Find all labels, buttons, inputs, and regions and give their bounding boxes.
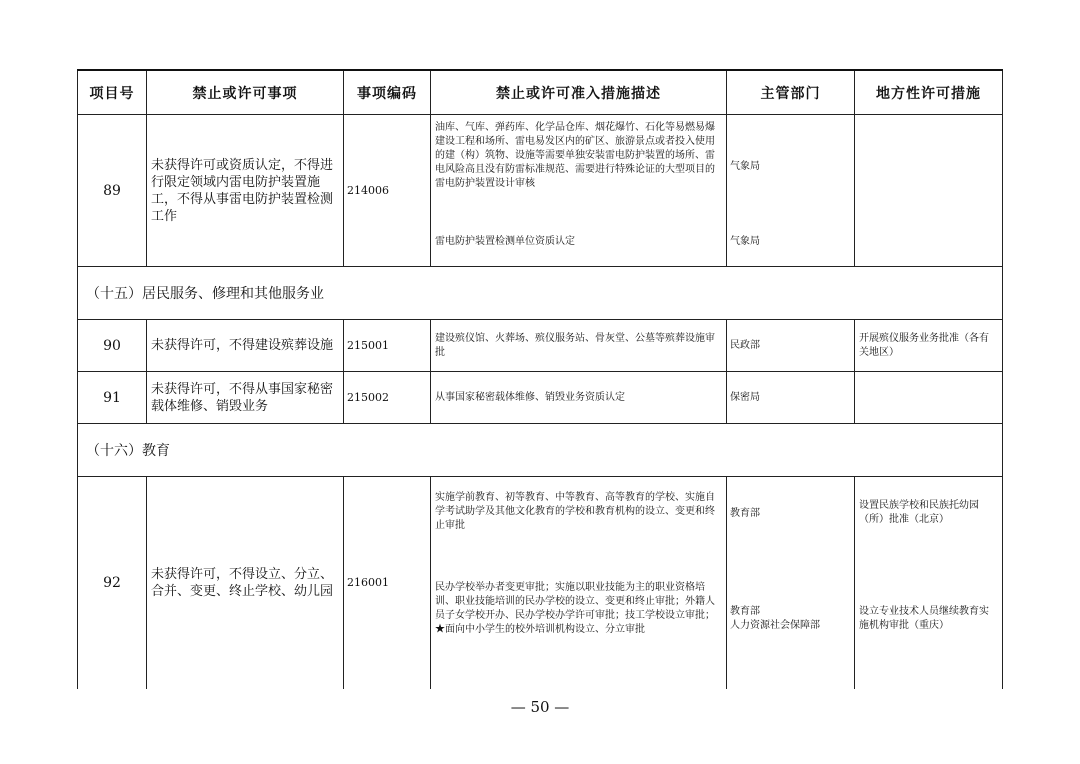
row92-department-1: 教育部 (730, 508, 760, 519)
row91-number: 91 (78, 372, 147, 424)
header-code: 事项编码 (344, 70, 431, 115)
header-row (78, 70, 1003, 115)
table-row-89 (78, 115, 1003, 267)
header-item-number: 项目号 (78, 70, 147, 115)
section-row-16 (78, 424, 1003, 477)
row92-department-2b: 人力资源社会保障部 (730, 620, 820, 631)
row89-department-2: 气象局 (730, 236, 760, 247)
row89-description-1: 油库、气库、弹药库、化学品仓库、烟花爆竹、石化等易燃易爆建设工程和场所、雷电易发区内的矿区、旅游景点或者投入使用的建（构）筑物、设施等需要单独安装雷电防护装置的场所、雷电风险高且没有防雷标准规范、需要进行特殊论证的大型项目的雷电防护装置设计审核 (435, 122, 715, 189)
row90-matter: 未获得许可，不得建设殡葬设施 (147, 320, 344, 372)
table-row-91 (78, 372, 1003, 424)
section-heading-15: （十五）居民服务、修理和其他服务业 (78, 267, 1003, 320)
row90-local: 开展殡仪服务业务批准（各有关地区） (855, 320, 1003, 372)
page-number: — 50 — (510, 698, 570, 716)
row92-department-cell (727, 477, 855, 689)
row89-description-2: 雷电防护装置检测单位资质认定 (435, 236, 575, 247)
header-matter: 禁止或许可事项 (147, 70, 344, 115)
regulation-table (77, 69, 1003, 689)
row90-department: 民政部 (727, 320, 855, 372)
row91-department: 保密局 (727, 372, 855, 424)
row89-description-cell (431, 115, 727, 267)
section-heading-16: （十六）教育 (78, 424, 1003, 477)
table-row-90 (78, 320, 1003, 372)
row92-number: 92 (78, 477, 147, 689)
row91-code: 215002 (344, 372, 431, 424)
regulation-table-wrapper (77, 69, 1002, 689)
row92-local-cell (855, 477, 1003, 689)
row92-matter: 未获得许可，不得设立、分立、合并、变更、终止学校、幼儿园 (147, 477, 344, 689)
row92-code: 216001 (344, 477, 431, 689)
section-row-15 (78, 267, 1003, 320)
row92-local-2: 设立专业技术人员继续教育实施机构审批（重庆） (859, 606, 989, 631)
row92-local-1: 设置民族学校和民族托幼园（所）批准（北京） (859, 500, 979, 525)
row92-description-2: 民办学校举办者变更审批；实施以职业技能为主的职业资格培训、职业技能培训的民办学校的设立、变更和终止审批；外籍人员子女学校开办、民办学校办学许可审批；技工学校设立审批；★面向中小学生的校外培训机构设立、分立审批 (435, 582, 715, 635)
row91-local (855, 372, 1003, 424)
row92-department-2a: 教育部 (730, 606, 760, 617)
row89-number: 89 (78, 115, 147, 267)
row90-description: 建设殡仪馆、火葬场、殡仪服务站、骨灰堂、公墓等殡葬设施审批 (431, 320, 727, 372)
header-department: 主管部门 (727, 70, 855, 115)
row89-department-cell (727, 115, 855, 267)
row91-matter: 未获得许可，不得从事国家秘密载体维修、销毁业务 (147, 372, 344, 424)
header-description: 禁止或许可准入措施描述 (431, 70, 727, 115)
row89-local (855, 115, 1003, 267)
row90-code: 215001 (344, 320, 431, 372)
row92-description-1: 实施学前教育、初等教育、中等教育、高等教育的学校、实施自学考试助学及其他文化教育的学校和教育机构的设立、变更和终止审批 (435, 492, 715, 531)
table-row-92 (78, 477, 1003, 689)
header-local-measures: 地方性许可措施 (855, 70, 1003, 115)
row89-department-1: 气象局 (730, 161, 760, 172)
row89-matter: 未获得许可或资质认定，不得进行限定领域内雷电防护装置施工，不得从事雷电防护装置检测工作 (147, 115, 344, 267)
row90-number: 90 (78, 320, 147, 372)
row92-description-cell (431, 477, 727, 689)
row91-description: 从事国家秘密载体维修、销毁业务资质认定 (431, 372, 727, 424)
row89-code: 214006 (344, 115, 431, 267)
